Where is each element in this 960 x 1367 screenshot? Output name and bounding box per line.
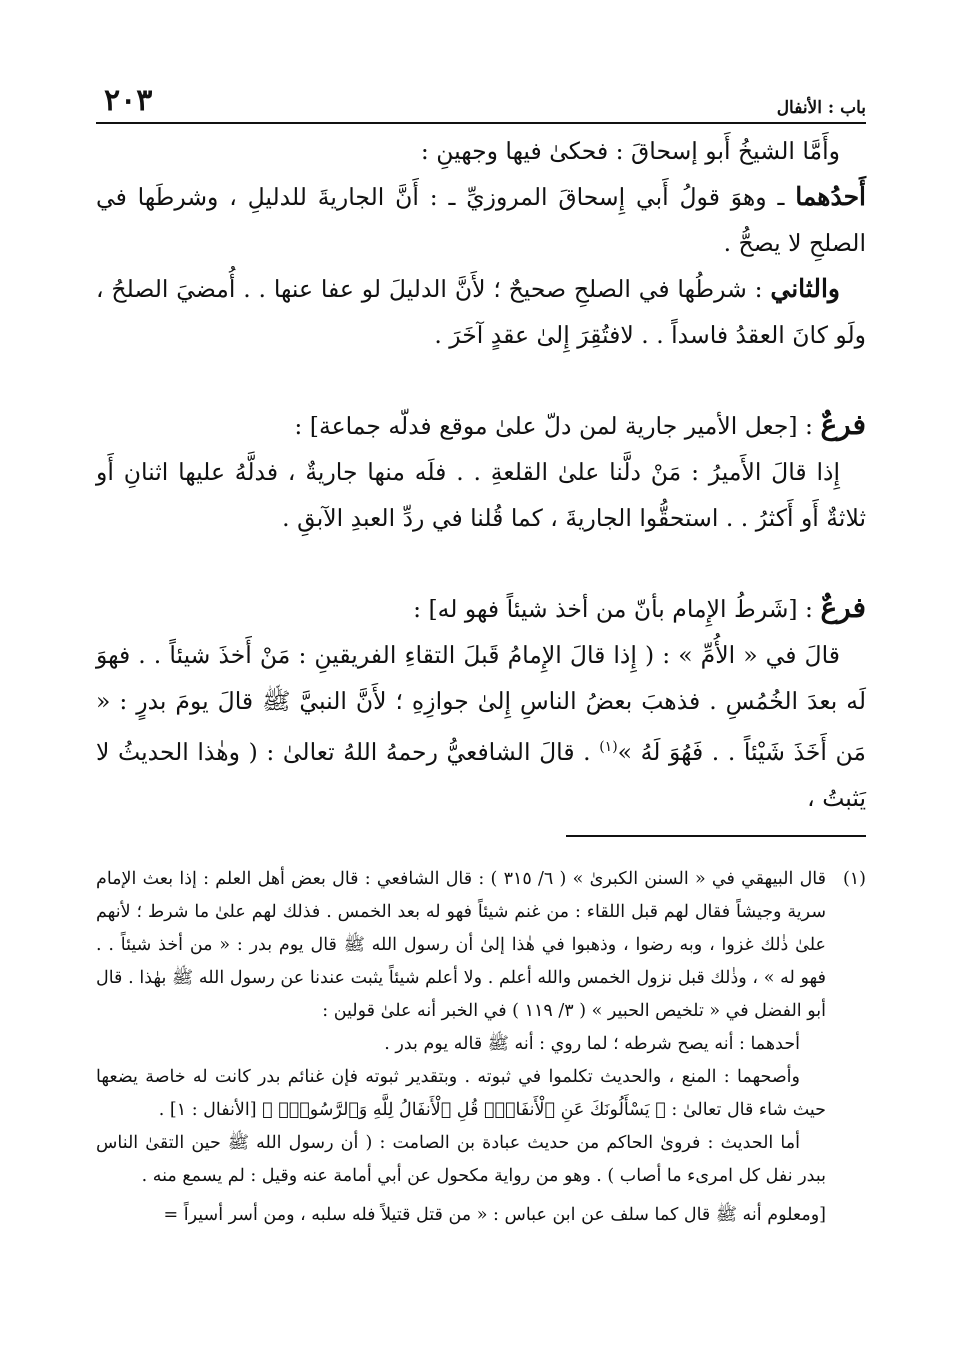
- branch-2-tail: . قالَ الشافعيُّ رحمهُ اللهُ تعالىٰ : ( وهٰذا الحديثُ لا يَثبتُ ،: [96, 737, 866, 812]
- footnote-separator: [566, 835, 866, 837]
- first-view-label: أَحدُهما: [795, 182, 866, 211]
- chapter-title: باب : الأنفال: [776, 98, 866, 118]
- branch-title-1: : [جعل الأمير جارية لمن دلّ علىٰ موقع فدلّه جماعة] :: [294, 412, 813, 440]
- page: [96, 78, 866, 1249]
- footnotes: [96, 863, 866, 1232]
- footnote-number: (١): [842, 868, 866, 889]
- footnote-paragraph: أما الحديث : فرویٰ الحاكم من حديث عبادة بن الصامت : ( أن رسول الله ﷺ حين التقىٰ الناس ببدر نفل كل امرىء ما أصاب ) . وهو من رواية مكحول عن أبي أمامة عنه وقيل : لم يسمع منه .: [96, 1132, 826, 1186]
- footnote-paragraph: أحدهما : أنه يصح شرطه ؛ لما روي : أنه ﷺ قاله يوم بدر .: [384, 1033, 800, 1054]
- paragraph-second-view: [96, 266, 866, 358]
- branch-label-2: فرعٌ: [820, 591, 866, 624]
- second-view-text: : شرطُها في الصلحِ صحيحٌ ؛ لأَنَّ الدليلَ لو عفا عنها . . أُمضيَ الصلحُ ، ولَو كانَ العقدُ فاسداً . . لافتُقِرَ إِلىٰ عقدٍ آخَرَ .: [96, 275, 866, 349]
- branch-heading-1: [96, 402, 866, 449]
- paragraph-branch-1: إِذا قالَ الأَميرُ : مَنْ دلَّنا علىٰ القلعةِ . . فلَه منها جاريةٌ ، فدلَّهُ عليها اثنانِ أَو ثلاثةٌ أَو أَكثرُ . . استحقُّوا الجاريةَ ، كما قُلنا في ردِّ العبدِ الآبقِ .: [96, 458, 866, 532]
- footnote-paragraph: قال البيهقي في « السنن الكبرىٰ » ( ٦/ ٣١٥ ) : قال الشافعي : قال بعض أهل العلم : إذا بعث الإمام سرية وجيشاً فقال لهم قبل اللقاء : من غنم شيئاً فهو له بعد الخمس . فذلك لهم علىٰ ما شرط ؛ لأنهم علىٰ ذٰلك غزوا ، وبه رضوا ، وذهبوا في هٰذا إلىٰ أن رسول الله ﷺ قال يوم بدر : « من أخذ شيئاً . . فهو له » ، وذٰلك قبل نزول الخمس والله أعلم . ولا أعلم شيئاً يثبت عندنا عن رسول الله ﷺ بهٰذا . قال أبو الفضل في « تلخيص الحبير » ( ٣/ ١١٩ ) في الخبر أنه علىٰ قولين :: [96, 868, 826, 1021]
- paragraph-branch-2: [96, 632, 866, 821]
- footnote-continuation: [ومعلوم أنه ﷺ قال كما سلف عن ابن عباس : « من قتل قتيلاً فله سلبه ، ومن أسر أسيراً =: [163, 1204, 826, 1225]
- footnote-ref-1[interactable]: (١): [599, 739, 618, 755]
- spacer: [96, 541, 866, 585]
- running-header: [96, 78, 866, 124]
- paragraph-intro: وأَمَّا الشيخُ أَبو إسحاقَ : فحكىٰ فيها وجهينِ :: [420, 137, 840, 165]
- branch-label-1: فرعٌ: [820, 408, 866, 441]
- page-number: ٢٠٣: [104, 83, 153, 118]
- paragraph-first-view: [96, 174, 866, 266]
- branch-heading-2: [96, 585, 866, 632]
- footnote-paragraph: وأصحهما : المنع ، والحديث تكلموا في ثبوته . وبتقدير ثبوته فإن غنائم بدر كانت له خاصة يضعها حيث شاء قال تعالىٰ : ﴿ يَسْأَلُونَكَ عَنِ ٱلْأَنفَالِۖ قُلِ ٱلْأَنفَالُ لِلَّهِ وَٱلرَّسُولِۖ ﴾ [الأنفال : ١] .: [96, 1066, 826, 1120]
- branch-2-text: قالَ في « الأُمِّ » : ( إِذا قالَ الإِمامُ قَبلَ التقاءِ الفريقينِ : مَنْ أَخذَ شيئاً . . فهوَ لَه بعدَ الخُمُسِ . فذهبَ بعضُ الناسِ إِلىٰ جوازِهِ ؛ لأَنَّ النبيَّ ﷺ قالَ يومَ بدرٍ : « مَن أَخَذَ شَيْئاً . . فَهُوَ لَهُ »: [96, 641, 866, 766]
- second-view-label: والثاني: [770, 274, 840, 303]
- branch-title-2: : [شَرطُ الإِمام بأنّ من أخذ شيئاً فهو له] :: [413, 595, 813, 623]
- main-text: [96, 128, 866, 821]
- first-view-text: ـ وهوَ قولُ أَبي إِسحاقَ المروزيِّ ـ : أَنَّ الجاريةَ للدليلِ ، وشرطَها في الصلحِ لا يصحُّ .: [96, 183, 866, 257]
- spacer: [96, 358, 866, 402]
- footnote-1: [96, 863, 866, 1193]
- footnote-body: [96, 863, 826, 1193]
